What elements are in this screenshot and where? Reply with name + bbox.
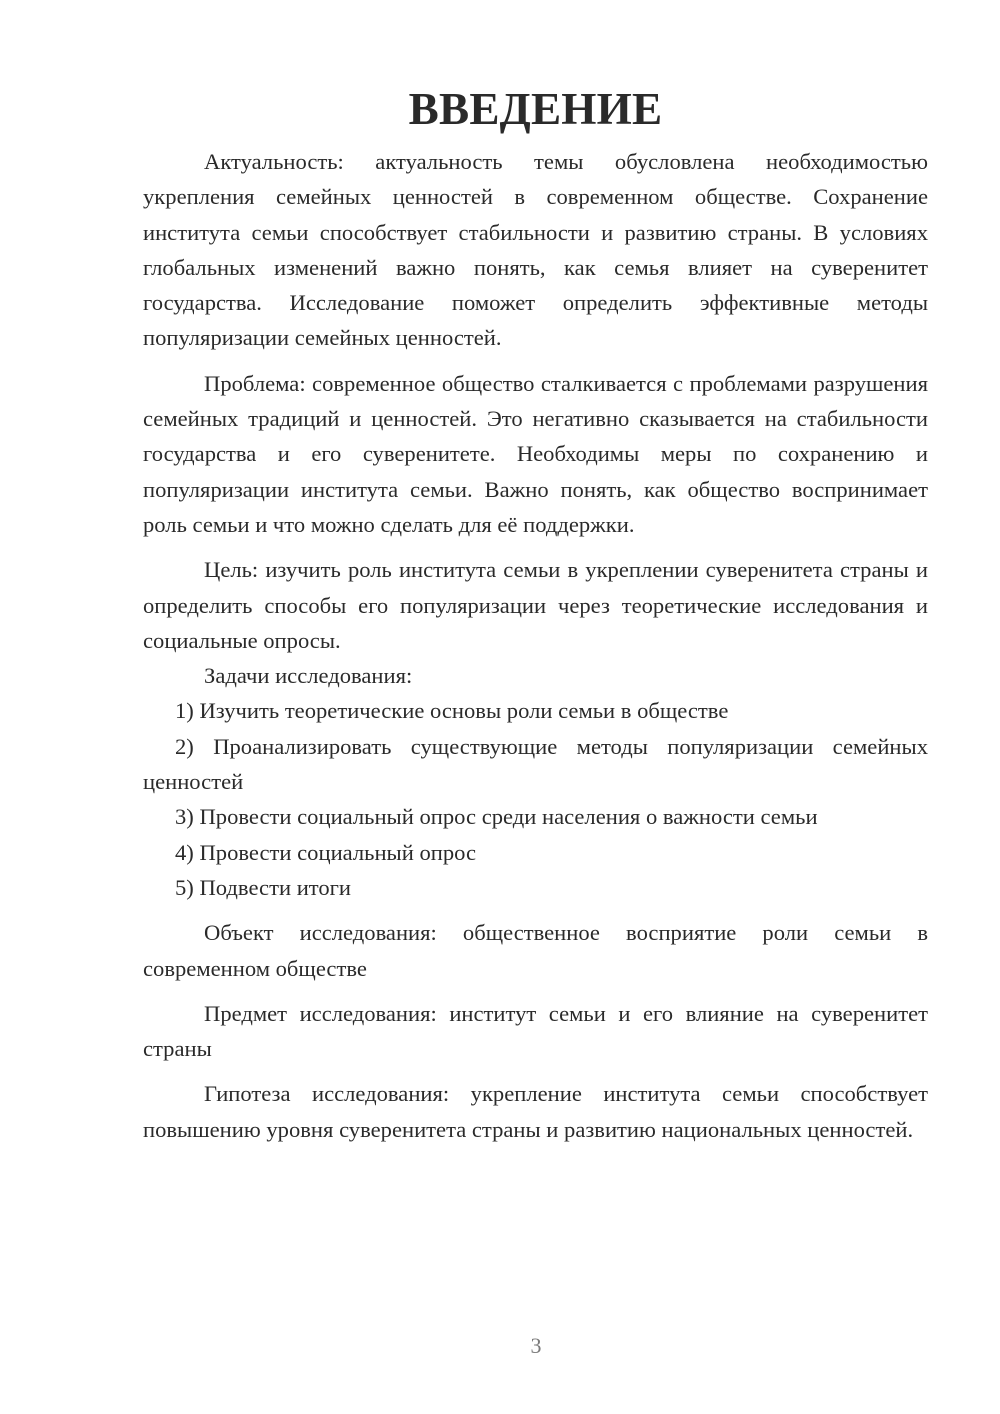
tasks-list <box>143 693 928 905</box>
page-content <box>143 84 928 1147</box>
list-item: 3) Провести социальный опрос среди населения о важности семьи <box>175 804 818 830</box>
paragraph-problem: Проблема: современное общество сталкивается с проблемами разрушения семейных традиций и ценностей. Это негативно сказывается на стабильности государства и его суверенитете. Необходимы меры по сохранению и популяризации института семьи. Важно понять, как общество воспринимает роль семьи и что можно сделать для её поддержки. <box>143 370 928 537</box>
page-title: ВВЕДЕНИЕ <box>408 84 663 134</box>
paragraph-object: Объект исследования: общественное восприятие роли семьи в современном обществе <box>143 920 928 981</box>
paragraph-subject: Предмет исследования: институт семьи и его влияние на суверенитет страны <box>143 1000 928 1062</box>
list-item: 2) Проанализировать существующие методы популяризации семейных ценностей <box>143 733 928 795</box>
paragraph-hypothesis: Гипотеза исследования: укрепление института семьи способствует повышению уровня суверенитета страны и развитию национальных ценностей. <box>143 1081 928 1142</box>
page-number: 3 <box>530 1333 542 1358</box>
paragraph-goal: Цель: изучить роль института семьи в укреплении суверенитета страны и определить способы его популяризации через теоретические исследования и социальные опросы. <box>143 557 928 653</box>
tasks-heading: Задачи исследования: <box>204 663 413 689</box>
list-item: 4) Провести социальный опрос <box>175 839 477 865</box>
list-item: 5) Подвести итоги <box>175 874 352 900</box>
list-item: 1) Изучить теоретические основы роли семьи в обществе <box>175 698 729 724</box>
paragraph-relevance: Актуальность: актуальность темы обусловлена необходимостью укрепления семейных ценностей в современном обществе. Сохранение института семьи способствует стабильности и развитию страны. В условиях глобальных изменений важно понять, как семья влияет на суверенитет государства. Исследование поможет определить эффективные методы популяризации семейных ценностей. <box>143 149 928 351</box>
